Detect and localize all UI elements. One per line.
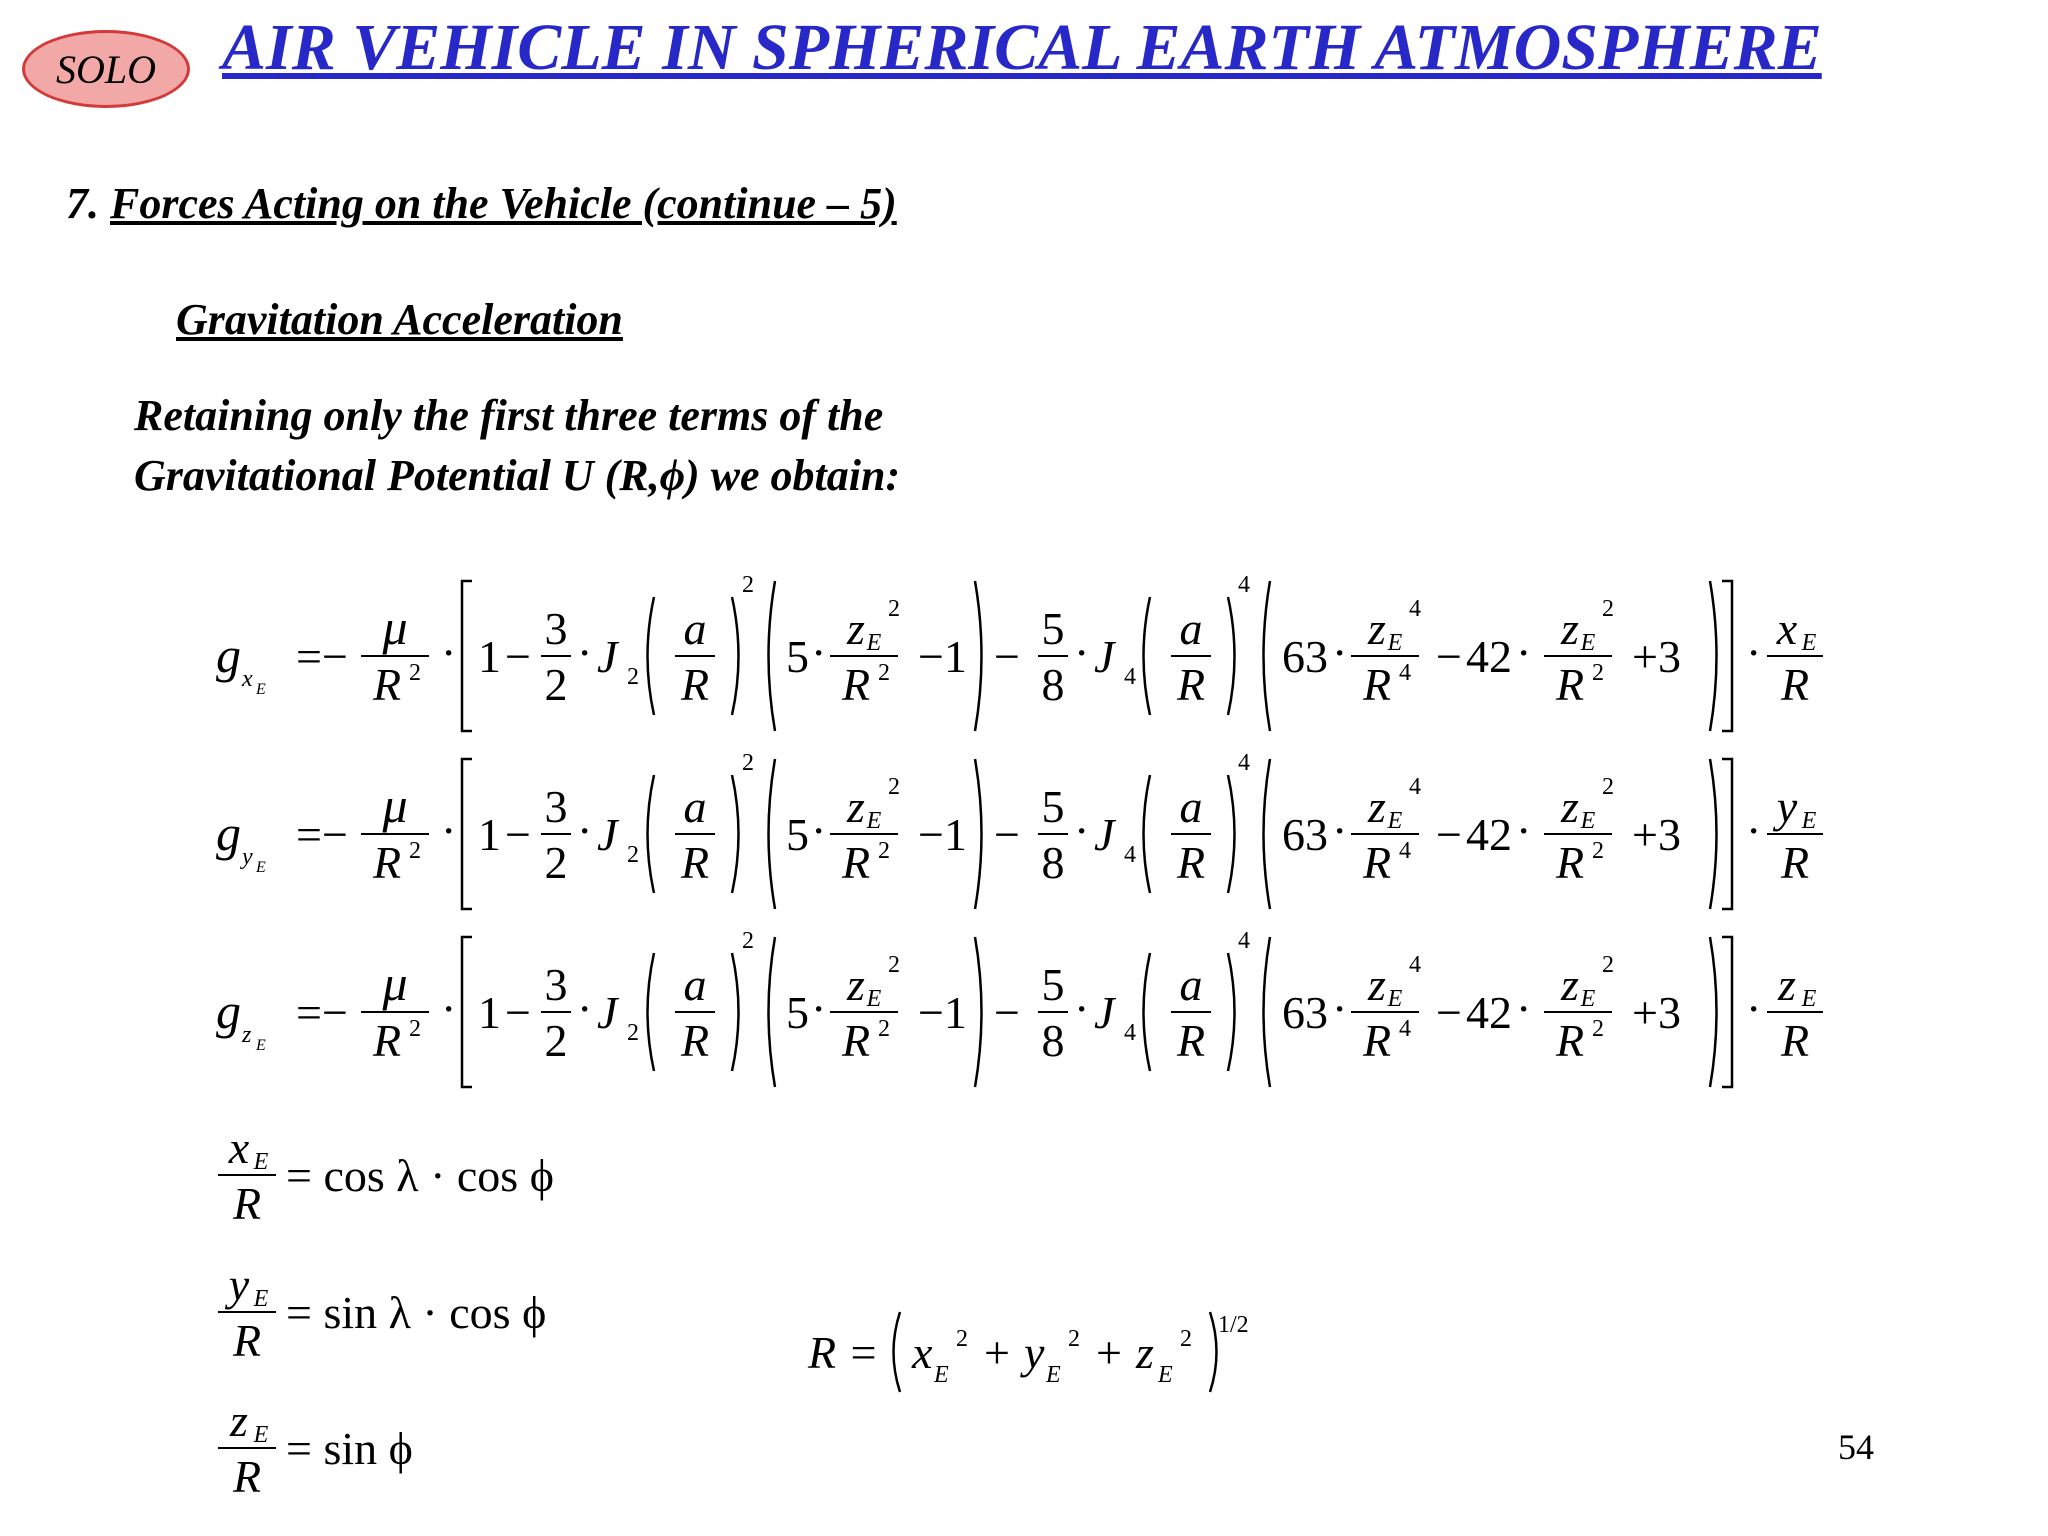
- dot: ·: [577, 627, 593, 678]
- j-subscript: 4: [1124, 842, 1136, 868]
- dot: ·: [811, 805, 827, 856]
- subscript-e: E: [866, 986, 882, 1012]
- exponent: 2: [1602, 952, 1614, 978]
- dot: ·: [1332, 805, 1348, 856]
- radius-symbol: R: [1176, 837, 1206, 888]
- right-paren: [732, 597, 739, 715]
- left-paren: [1144, 775, 1151, 893]
- exponent: 2: [888, 952, 900, 978]
- j-subscript: 4: [1124, 1020, 1136, 1046]
- slide-title: AIR VEHICLE IN SPHERICAL EARTH ATMOSPHERE: [222, 11, 1822, 84]
- j-symbol: J: [597, 809, 618, 860]
- one: 1: [478, 809, 501, 860]
- z-symbol: z: [847, 603, 865, 654]
- plus: +: [984, 1327, 1010, 1378]
- z-symbol: z: [1561, 781, 1579, 832]
- minus: −: [994, 987, 1020, 1038]
- mu-symbol: μ: [382, 777, 408, 833]
- minus: −: [1436, 631, 1462, 682]
- five: 5: [786, 987, 809, 1038]
- subscript-e: E: [253, 1422, 269, 1448]
- dot: ·: [1516, 983, 1532, 1034]
- minus-one: −1: [918, 809, 967, 860]
- right-square-bracket: [1722, 581, 1732, 731]
- five: 5: [786, 631, 809, 682]
- direction-cosine-rhs: = cos λ · cos ϕ: [286, 1150, 554, 1201]
- equals-minus: =−: [296, 987, 348, 1038]
- right-paren: [975, 759, 982, 909]
- exponent: 2: [1592, 1016, 1604, 1042]
- j-symbol: J: [597, 987, 618, 1038]
- section-number: 7.: [66, 179, 99, 228]
- dot: ·: [811, 627, 827, 678]
- five: 5: [786, 809, 809, 860]
- left-square-bracket: [462, 581, 472, 731]
- position-symbol: x: [912, 1327, 933, 1378]
- radius-symbol: R: [1555, 837, 1585, 888]
- j-subscript: 2: [627, 842, 639, 868]
- plus-three: +3: [1632, 987, 1681, 1038]
- right-paren: [732, 953, 739, 1071]
- radius-symbol: R: [841, 1015, 871, 1066]
- subscript-e: E: [1580, 630, 1596, 656]
- dot: ·: [1074, 983, 1090, 1034]
- forty-two: 42: [1466, 809, 1512, 860]
- subscript-e: E: [866, 630, 882, 656]
- a-symbol: a: [1179, 781, 1203, 832]
- exponent: 2: [1602, 596, 1614, 622]
- left-paren: [769, 581, 776, 731]
- position-symbol: y: [228, 1259, 250, 1310]
- position-symbol: y: [1776, 781, 1798, 832]
- radius-symbol: R: [232, 1315, 262, 1366]
- exponent: 2: [409, 838, 421, 864]
- mu-symbol: μ: [382, 599, 408, 655]
- dot: ·: [1516, 627, 1532, 678]
- exponent: 2: [888, 774, 900, 800]
- a-symbol: a: [683, 603, 707, 654]
- plus: +: [1096, 1327, 1122, 1378]
- three: 3: [544, 603, 568, 654]
- z-symbol: z: [1368, 959, 1386, 1010]
- right-paren: [1710, 581, 1717, 731]
- forty-two: 42: [1466, 987, 1512, 1038]
- eight: 8: [1041, 1015, 1065, 1066]
- right-paren: [1710, 937, 1717, 1087]
- exponent: 2: [956, 1326, 968, 1352]
- left-paren: [1144, 597, 1151, 715]
- left-paren: [894, 1312, 901, 1392]
- subscript-e: E: [1046, 1362, 1061, 1388]
- z-symbol: z: [1368, 603, 1386, 654]
- exponent: 2: [878, 660, 890, 686]
- three: 3: [544, 781, 568, 832]
- exponent: 4: [1238, 572, 1250, 598]
- radius-symbol: R: [1362, 1015, 1392, 1066]
- subscript-e: E: [1387, 986, 1403, 1012]
- subscript-e: E: [1580, 986, 1596, 1012]
- z-symbol: z: [847, 781, 865, 832]
- position-symbol: x: [1776, 603, 1798, 654]
- gravity-subscript: z: [242, 1022, 252, 1048]
- right-paren: [1210, 1312, 1217, 1392]
- z-symbol: z: [1368, 781, 1386, 832]
- exponent: 4: [1399, 1016, 1411, 1042]
- exponent: 4: [1399, 838, 1411, 864]
- dot: ·: [811, 983, 827, 1034]
- dot: ·: [1332, 983, 1348, 1034]
- j-subscript: 4: [1124, 664, 1136, 690]
- radius-symbol: R: [1780, 1015, 1810, 1066]
- left-paren: [648, 953, 655, 1071]
- minus: −: [505, 809, 531, 860]
- left-paren: [1264, 759, 1271, 909]
- gravity-subscript-e: E: [256, 859, 266, 876]
- exponent: 2: [878, 838, 890, 864]
- direction-cosine-rhs: = sin ϕ: [286, 1423, 413, 1474]
- left-square-bracket: [462, 759, 472, 909]
- two: 2: [544, 1015, 568, 1066]
- radius-symbol: R: [372, 659, 402, 710]
- two: 2: [544, 837, 568, 888]
- subscript-e: E: [1801, 630, 1817, 656]
- subscript-e: E: [253, 1149, 269, 1175]
- left-paren: [769, 759, 776, 909]
- radius-lhs: R =: [808, 1327, 879, 1378]
- radius-symbol: R: [1176, 659, 1206, 710]
- exponent: 4: [1409, 596, 1421, 622]
- minus: −: [505, 631, 531, 682]
- eight: 8: [1041, 659, 1065, 710]
- radius-symbol: R: [1780, 837, 1810, 888]
- minus: −: [1436, 987, 1462, 1038]
- radius-symbol: R: [1555, 1015, 1585, 1066]
- exponent: 2: [1180, 1326, 1192, 1352]
- subscript-e: E: [1580, 808, 1596, 834]
- exponent: 4: [1399, 660, 1411, 686]
- gravity-subscript: y: [242, 844, 253, 870]
- dot: ·: [1332, 627, 1348, 678]
- forty-two: 42: [1466, 631, 1512, 682]
- subscript-e: E: [253, 1286, 269, 1312]
- right-paren: [1710, 759, 1717, 909]
- z-symbol: z: [847, 959, 865, 1010]
- z-symbol: z: [1561, 603, 1579, 654]
- five: 5: [1041, 959, 1065, 1010]
- position-symbol: y: [1024, 1327, 1045, 1378]
- a-symbol: a: [1179, 603, 1203, 654]
- three: 3: [544, 959, 568, 1010]
- equals-minus: =−: [296, 631, 348, 682]
- radius-symbol: R: [1362, 837, 1392, 888]
- j-symbol: J: [1094, 987, 1115, 1038]
- dot: ·: [1516, 805, 1532, 856]
- right-paren: [975, 937, 982, 1087]
- j-subscript: 2: [627, 1020, 639, 1046]
- equals-minus: =−: [296, 809, 348, 860]
- a-symbol: a: [683, 781, 707, 832]
- intro-line-2: Gravitational Potential U (R,ϕ) we obtain:: [134, 451, 901, 500]
- exponent: 2: [1602, 774, 1614, 800]
- a-symbol: a: [683, 959, 707, 1010]
- dot: ·: [441, 983, 457, 1034]
- plus-three: +3: [1632, 809, 1681, 860]
- j-symbol: J: [1094, 631, 1115, 682]
- subscript-e: E: [1801, 808, 1817, 834]
- subscript-e: E: [1387, 808, 1403, 834]
- radius-symbol: R: [1555, 659, 1585, 710]
- radius-symbol: R: [232, 1451, 262, 1502]
- logo-text: SOLO: [55, 46, 157, 92]
- exponent: 4: [1238, 750, 1250, 776]
- radius-symbol: R: [1780, 659, 1810, 710]
- subscript-e: E: [934, 1362, 949, 1388]
- section-title: Forces Acting on the Vehicle (continue – 5): [110, 179, 897, 228]
- gravity-subscript-e: E: [256, 1037, 266, 1054]
- exponent: 4: [1409, 774, 1421, 800]
- z-symbol: z: [1561, 959, 1579, 1010]
- exponent: 2: [742, 750, 754, 776]
- right-paren: [1228, 597, 1235, 715]
- radius-symbol: R: [841, 837, 871, 888]
- subscript-e: E: [1801, 986, 1817, 1012]
- minus: −: [994, 631, 1020, 682]
- gravity-subscript: x: [242, 666, 253, 692]
- exponent: 2: [888, 596, 900, 622]
- two: 2: [544, 659, 568, 710]
- radius-symbol: R: [372, 837, 402, 888]
- exponent: 2: [409, 660, 421, 686]
- radius-symbol: R: [1176, 1015, 1206, 1066]
- exponent: 2: [1592, 838, 1604, 864]
- exponent: 2: [409, 1016, 421, 1042]
- exponent: 4: [1238, 928, 1250, 954]
- dot: ·: [441, 627, 457, 678]
- minus: −: [1436, 809, 1462, 860]
- exponent: 2: [1592, 660, 1604, 686]
- left-paren: [1264, 937, 1271, 1087]
- sixty-three: 63: [1282, 631, 1328, 682]
- left-square-bracket: [462, 937, 472, 1087]
- dot: ·: [1746, 805, 1762, 856]
- position-symbol: z: [230, 1395, 248, 1446]
- a-symbol: a: [1179, 959, 1203, 1010]
- one: 1: [478, 631, 501, 682]
- j-subscript: 2: [627, 664, 639, 690]
- left-paren: [648, 597, 655, 715]
- position-symbol: z: [1136, 1327, 1154, 1378]
- right-paren: [1228, 775, 1235, 893]
- right-paren: [975, 581, 982, 731]
- gravity-symbol: g: [216, 983, 241, 1039]
- radius-symbol: R: [680, 659, 710, 710]
- left-paren: [1144, 953, 1151, 1071]
- five: 5: [1041, 781, 1065, 832]
- left-paren: [648, 775, 655, 893]
- right-paren: [1228, 953, 1235, 1071]
- dot: ·: [1074, 805, 1090, 856]
- dot: ·: [1074, 627, 1090, 678]
- exponent: 2: [742, 572, 754, 598]
- direction-cosine-rhs: = sin λ · cos ϕ: [286, 1287, 547, 1338]
- right-square-bracket: [1722, 937, 1732, 1087]
- plus-three: +3: [1632, 631, 1681, 682]
- dot: ·: [577, 983, 593, 1034]
- sixty-three: 63: [1282, 809, 1328, 860]
- j-symbol: J: [597, 631, 618, 682]
- right-paren: [732, 775, 739, 893]
- page-number: 54: [1838, 1427, 1874, 1467]
- radius-symbol: R: [680, 837, 710, 888]
- radius-symbol: R: [1362, 659, 1392, 710]
- left-paren: [1264, 581, 1271, 731]
- minus-one: −1: [918, 987, 967, 1038]
- minus: −: [994, 809, 1020, 860]
- gravity-subscript-e: E: [256, 681, 266, 698]
- intro-line-1: Retaining only the first three terms of the: [134, 391, 884, 440]
- minus-one: −1: [918, 631, 967, 682]
- subscript-e: E: [1158, 1362, 1173, 1388]
- radius-symbol: R: [232, 1178, 262, 1229]
- radius-symbol: R: [372, 1015, 402, 1066]
- left-paren: [769, 937, 776, 1087]
- position-symbol: z: [1778, 959, 1796, 1010]
- exponent: 2: [878, 1016, 890, 1042]
- one: 1: [478, 987, 501, 1038]
- sixty-three: 63: [1282, 987, 1328, 1038]
- subscript-e: E: [1387, 630, 1403, 656]
- eight: 8: [1041, 837, 1065, 888]
- right-square-bracket: [1722, 759, 1732, 909]
- dot: ·: [1746, 627, 1762, 678]
- subsection-heading: Gravitation Acceleration: [176, 295, 623, 344]
- gravity-symbol: g: [216, 627, 241, 683]
- dot: ·: [1746, 983, 1762, 1034]
- dot: ·: [441, 805, 457, 856]
- radius-symbol: R: [680, 1015, 710, 1066]
- exponent: 2: [1068, 1326, 1080, 1352]
- minus: −: [505, 987, 531, 1038]
- subscript-e: E: [866, 808, 882, 834]
- outer-exponent: 1/2: [1218, 1312, 1249, 1338]
- radius-symbol: R: [841, 659, 871, 710]
- five: 5: [1041, 603, 1065, 654]
- exponent: 2: [742, 928, 754, 954]
- dot: ·: [577, 805, 593, 856]
- position-symbol: x: [228, 1122, 250, 1173]
- mu-symbol: μ: [382, 955, 408, 1011]
- j-symbol: J: [1094, 809, 1115, 860]
- gravity-symbol: g: [216, 805, 241, 861]
- exponent: 4: [1409, 952, 1421, 978]
